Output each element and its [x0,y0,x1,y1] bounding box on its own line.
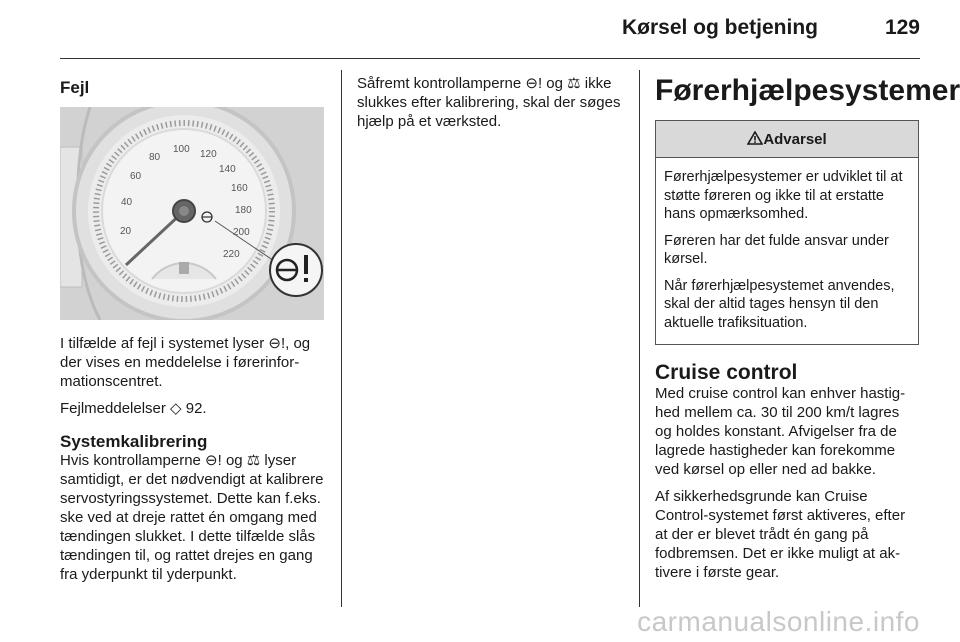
warning-paragraph-1: Førerhjælpesystemer er udviklet til at støtte føreren og ikke til at erstatte hans opmærksomhed. [664,169,903,222]
tick-100: 100 [173,144,190,155]
tick-80: 80 [149,152,161,163]
warning-paragraph-3: Når førerhjælpesystemet anvendes, skal der altid tages hensyn til den aktuelle trafiksituation. [664,277,895,331]
tick-120: 120 [200,149,217,160]
cruise-paragraph-2: Af sikkerhedsgrunde kan Cruise Control-systemet først aktiveres, efter at der er blevet trådt én gang på fodbremsen. Det er ikke muligt at aktivere i første gear. [655,488,906,581]
page-number: 129 [884,16,920,39]
fejl-heading: Fejl [60,78,90,97]
forerhjaelpesystemer-heading: Førerhjælpesystemer [655,74,960,107]
tick-40: 40 [121,197,133,208]
tick-20: 20 [120,226,132,237]
tick-200: 200 [233,227,250,238]
systemkalibrering-heading: Systemkalibrering [60,432,208,451]
tick-60: 60 [130,171,142,182]
systemkalibrering-paragraph: Hvis kontrollamperne ⊖! og ⚖ lyser samtidigt, er det nødvendigt at kalibrere servostyringssystemet. Dette kan f.eks. ske ved at dreje rattet én omgang med tændingen slukket. I dette tilfælde slås tændingen til, og rattet drejes en gang fra yderpunkt til yderpunkt. [60,452,324,583]
header-rule [60,58,920,59]
cruise-control-heading: Cruise control [655,361,798,384]
header-title: Kørsel og betjening [621,16,818,39]
warning-paragraph-2: Føreren har det fulde ansvar under kørsel. [664,232,889,267]
tick-180: 180 [235,205,252,216]
column-divider-2 [639,70,640,607]
fejlmeddelelser-paragraph: Fejlmeddelelser ◇ 92. [60,400,207,417]
cruise-paragraph-1: Med cruise control kan enhver hastighed mellem ca. 30 til 200 km/t lagres og holdes konstant. Afvigelser fra de lagrede hastigheder kan forekomme ved kørsel op eller ned ad bakke. [655,385,906,478]
tick-220: 220 [223,249,240,260]
speedometer-figure [60,107,324,320]
kalibrering-paragraph: Såfremt kontrollamperne ⊖! og ⚖ ikke slukkes efter kalibrering, skal der søges hjælp på et værksted. [357,75,621,130]
fejl-paragraph: I tilfælde af fejl i systemet lyser ⊖!, og der vises en meddelelse i førerinformationscentret. [60,335,311,390]
watermark: carmanualsonline.info [637,606,920,637]
warning-title: Advarsel [763,131,827,148]
warning-triangle-icon [747,130,763,149]
column-divider-1 [341,70,342,607]
warning-box [655,120,919,345]
tick-160: 160 [231,183,248,194]
fuel-icon [179,262,189,274]
tick-140: 140 [219,164,236,175]
